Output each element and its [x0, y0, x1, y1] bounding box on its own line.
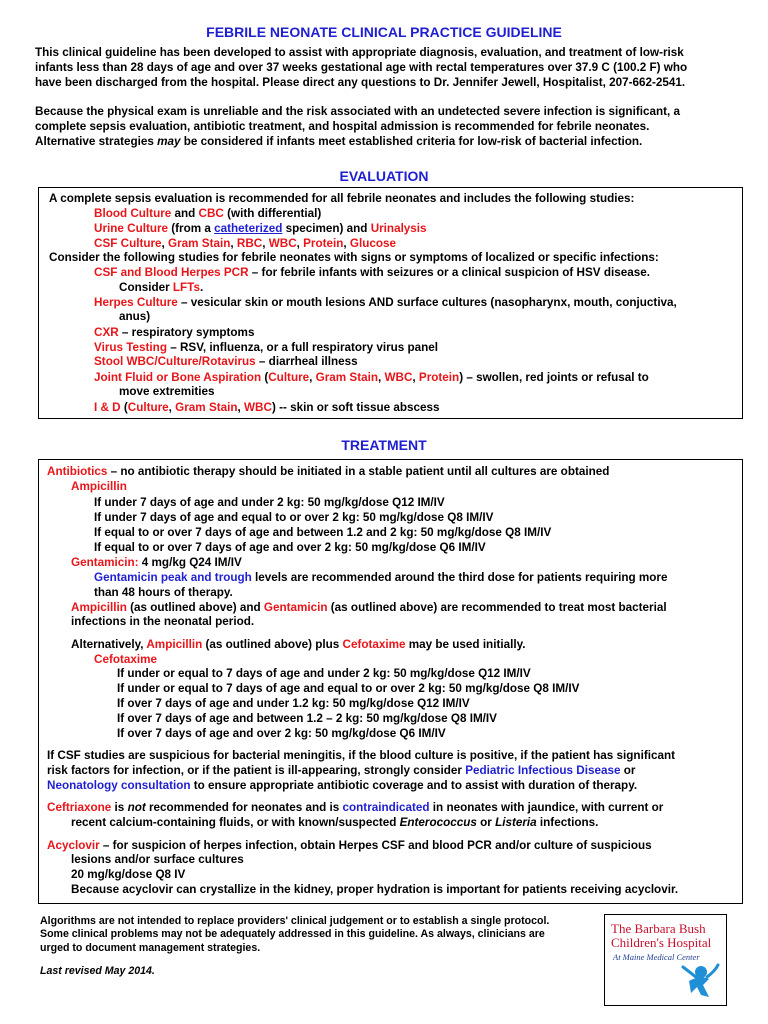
tx-csf-paragraph: If CSF studies are suspicious for bacterial meningitis, if the blood culture is positive, if the patient has significant: [47, 749, 675, 762]
tx-recommend: Ampicillin (as outlined above) and Gentamicin (as outlined above) are recommended to treat most bacterial: [71, 601, 667, 614]
treatment-box: [38, 459, 743, 904]
tx-acyclovir-note: Because acyclovir can crystallize in the kidney, proper hydration is important for patients receiving acyclovir.: [71, 883, 679, 896]
tx-cef-dose: If over 7 days of age and under 1.2 kg: 50 mg/kg/dose Q12 IM/IV: [117, 697, 470, 710]
eval-item-virus: Virus Testing – RSV, influenza, or a full respiratory virus panel: [94, 341, 439, 354]
evaluation-consider: Consider the following studies for febrile neonates with signs or symptoms of localized or specific infections:: [49, 251, 659, 264]
tx-gentamicin: Gentamicin: 4 mg/kg Q24 IM/IV: [71, 556, 242, 569]
tx-recommend-cont: infections in the neonatal period.: [71, 615, 255, 628]
tx-cef-dose: If under or equal to 7 days of age and equal to or over 2 kg: 50 mg/kg/dose Q8 IM/IV: [117, 682, 580, 695]
intro-line: Because the physical exam is unreliable and the risk associated with an undetected severe infection is significant, a: [35, 105, 680, 118]
tx-antibiotics: Antibiotics – no antibiotic therapy should be initiated in a stable patient until all cultures are obtained: [47, 465, 610, 478]
tx-amp-dose: If under 7 days of age and under 2 kg: 50 mg/kg/dose Q12 IM/IV: [94, 496, 445, 509]
intro-line: Alternative strategies may be considered if infants meet established criteria for low-risk of bacterial infection.: [35, 134, 643, 148]
eval-item-csf: CSF Culture, Gram Stain, RBC, WBC, Protein, Glucose: [94, 237, 397, 250]
tx-cef-dose: If over 7 days of age and between 1.2 – 2 kg: 50 mg/kg/dose Q8 IM/IV: [117, 712, 497, 725]
eval-item-herpes-pcr: CSF and Blood Herpes PCR – for febrile infants with seizures or a clinical suspicion of HSV disease.: [94, 266, 650, 279]
intro-line: infants less than 28 days of age and over 37 weeks gestational age with rectal temperatures over 37.9 C (100.2 F) who: [35, 60, 688, 74]
tx-acyclovir-cont: lesions and/or surface cultures: [71, 853, 244, 866]
intro-line: This clinical guideline has been developed to assist with appropriate diagnosis, evaluation, and treatment of low-risk: [35, 46, 684, 59]
hospital-logo: [604, 914, 727, 1006]
treatment-heading: TREATMENT: [341, 437, 427, 453]
eval-item-lfts: Consider LFTs.: [119, 281, 204, 294]
tx-alternatively: Alternatively, Ampicillin (as outlined above) plus Cefotaxime may be used initially.: [71, 638, 526, 651]
tx-acyclovir: Acyclovir – for suspicion of herpes infection, obtain Herpes CSF and blood PCR and/or culture of suspicious: [47, 839, 652, 852]
eval-item-cxr: CXR – respiratory symptoms: [94, 326, 255, 339]
eval-item-joint-cont: move extremities: [119, 385, 215, 398]
logo-subtitle: At Maine Medical Center: [613, 952, 700, 962]
eval-item-herpes-culture: Herpes Culture – vesicular skin or mouth lesions AND surface cultures (nasopharynx, mouth, conjuctiva,: [94, 296, 677, 309]
intro-line: have been discharged from the hospital. Please direct any questions to Dr. Jennifer Jewell, Hospitalist, 207-662-2541.: [35, 75, 686, 89]
logo-name: The Barbara Bush Children's Hospital: [611, 921, 712, 950]
last-revised: Last revised May 2014.: [40, 965, 155, 977]
evaluation-box: [38, 187, 743, 419]
logo-figure-icon: [605, 915, 726, 1005]
tx-csf-paragraph: Neonatology consultation to ensure appropriate antibiotic coverage and to assist with duration of therapy.: [47, 779, 638, 792]
eval-item-herpes-culture-cont: anus): [119, 310, 151, 323]
tx-gent-peak-cont: than 48 hours of therapy.: [94, 586, 233, 599]
evaluation-intro: A complete sepsis evaluation is recommended for all febrile neonates and includes the following studies:: [49, 192, 635, 205]
tx-cef-dose: If under or equal to 7 days of age and under 2 kg: 50 mg/kg/dose Q12 IM/IV: [117, 667, 531, 680]
eval-item-joint: Joint Fluid or Bone Aspiration (Culture, Gram Stain, WBC, Protein) – swollen, red joints or refusal to: [94, 371, 649, 384]
tx-cef-dose: If over 7 days of age and over 2 kg: 50 mg/kg/dose Q6 IM/IV: [117, 727, 446, 740]
intro-paragraph-2: [35, 105, 745, 149]
catheterized-link[interactable]: catheterized: [214, 222, 283, 235]
tx-acyclovir-dose: 20 mg/kg/dose Q8 IV: [71, 868, 186, 881]
evaluation-heading: EVALUATION: [339, 168, 429, 184]
eval-item-id: I & D (Culture, Gram Stain, WBC) -- skin or soft tissue abscess: [94, 401, 440, 414]
eval-item-urine-culture: Urine Culture (from a catheterized specimen) and Urinalysis: [94, 222, 427, 235]
tx-gent-peak: Gentamicin peak and trough levels are recommended around the third dose for patients requiring more: [94, 571, 668, 584]
footer-line: Some clinical problems may not be adequately addressed in this guideline. As always, clinicians are: [40, 928, 545, 941]
tx-amp-dose: If equal to or over 7 days of age and over 2 kg: 50 mg/kg/dose Q6 IM/IV: [94, 541, 486, 554]
tx-ampicillin-heading: Ampicillin: [71, 480, 127, 493]
eval-item-blood-culture: Blood Culture and CBC (with differential): [94, 207, 322, 220]
tx-amp-dose: If under 7 days of age and equal to or over 2 kg: 50 mg/kg/dose Q8 IM/IV: [94, 511, 494, 524]
peds-id-link: Pediatric Infectious Disease: [465, 764, 621, 777]
tx-cefotaxime-heading: Cefotaxime: [94, 653, 158, 666]
intro-paragraph-1: [35, 46, 745, 90]
tx-ceftriaxone: Ceftriaxone is not recommended for neonates and is contraindicated in neonates with jaundice, with current or: [47, 801, 664, 814]
eval-item-stool: Stool WBC/Culture/Rotavirus – diarrheal illness: [94, 355, 358, 368]
footer-line: Algorithms are not intended to replace providers' clinical judgement or to establish a single protocol.: [40, 915, 550, 927]
tx-amp-dose: If equal to or over 7 days of age and between 1.2 and 2 kg: 50 mg/kg/dose Q8 IM/IV: [94, 526, 552, 539]
page-title: FEBRILE NEONATE CLINICAL PRACTICE GUIDELINE: [206, 24, 562, 40]
footer-disclaimer: [40, 915, 590, 955]
tx-csf-paragraph: risk factors for infection, or if the patient is ill-appearing, strongly consider Pediatric Infectious Disease or: [47, 764, 636, 777]
tx-ceftriaxone-cont: recent calcium-containing fluids, or with known/suspected Enterococcus or Listeria infections.: [71, 816, 599, 829]
footer-line: urged to document management strategies.: [40, 941, 261, 954]
intro-line: complete sepsis evaluation, antibiotic treatment, and hospital admission is recommended for febrile neonates.: [35, 119, 650, 133]
